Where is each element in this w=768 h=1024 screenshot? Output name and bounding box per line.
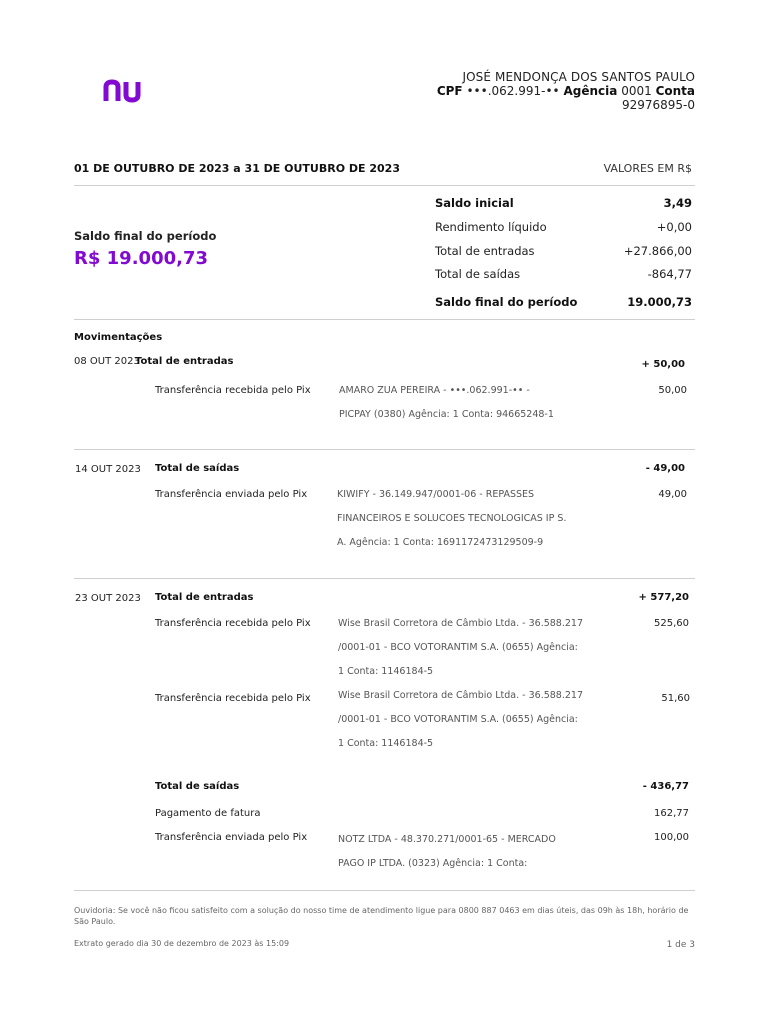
- transaction-value: 51,60: [661, 693, 690, 704]
- transaction-value: 100,00: [654, 832, 689, 843]
- group-total: + 50,00: [641, 359, 685, 370]
- transaction-type: Pagamento de fatura: [155, 808, 261, 819]
- transaction-value: 49,00: [658, 489, 687, 500]
- transaction-value: 162,77: [654, 808, 689, 819]
- holder-ids: CPF •••.062.991-•• Agência 0001 Conta: [436, 84, 695, 98]
- generated-note: Extrato gerado dia 30 de dezembro de 2023 às 15:09: [74, 939, 290, 948]
- agencia-value: 0001: [621, 84, 652, 98]
- summary-row: Saldo final do período 19.000,73: [435, 295, 692, 309]
- group-title: Total de saídas: [155, 781, 240, 792]
- statement-period: 01 DE OUTUBRO DE 2023 a 31 DE OUTUBRO DE 2023: [74, 162, 400, 175]
- group-total: - 49,00: [645, 463, 685, 474]
- divider: [74, 578, 695, 579]
- conta-value: 92976895-0: [621, 98, 695, 112]
- transaction-value: 525,60: [654, 618, 689, 629]
- final-balance-label: Saldo final do período: [74, 229, 217, 243]
- transaction-value: 50,00: [658, 385, 687, 396]
- final-balance-value: R$ 19.000,73: [74, 248, 208, 269]
- transaction-date: 23 OUT 2023: [75, 593, 141, 604]
- transaction-date: 14 OUT 2023: [75, 464, 141, 475]
- transaction-description: KIWIFY - 36.149.947/0001-06 - REPASSES FINANCEIROS E SOLUCOES TECNOLOGICAS IP S. A. Agência: 1 Conta: 1691172473129509-9: [337, 489, 567, 548]
- divider: [74, 890, 695, 891]
- group-total: + 577,20: [638, 592, 689, 603]
- transaction-date: 08 OUT 2023: [74, 356, 140, 367]
- transaction-type: Transferência recebida pelo Pix: [155, 618, 311, 629]
- movements-title: Movimentações: [74, 332, 163, 343]
- summary-row: Total de saídas -864,77: [435, 267, 692, 281]
- nubank-logo: [103, 78, 149, 104]
- group-title: Total de entradas: [135, 356, 234, 367]
- summary-row: Rendimento líquido +0,00: [435, 220, 692, 234]
- ouvidoria-note: Ouvidoria: Se você não ficou satisfeito com a solução do nosso time de atendimento ligue para 0800 887 0463 em dias úteis, das 09h às 18h, horário de São Paulo.: [74, 906, 689, 926]
- group-total: - 436,77: [642, 781, 689, 792]
- account-holder-info: [437, 70, 695, 112]
- transaction-description: AMARO ZUA PEREIRA - •••.062.991-•• - PICPAY (0380) Agência: 1 Conta: 94665248-1: [339, 385, 554, 420]
- transaction-description: NOTZ LTDA - 48.370.271/0001-65 - MERCADO PAGO IP LTDA. (0323) Agência: 1 Conta:: [338, 834, 556, 869]
- summary-row: Total de entradas +27.866,00: [435, 244, 692, 258]
- group-title: Total de entradas: [155, 592, 254, 603]
- group-title: Total de saídas: [155, 463, 240, 474]
- transaction-type: Transferência enviada pelo Pix: [155, 489, 308, 500]
- summary-row: Saldo inicial 3,49: [435, 196, 692, 210]
- transaction-description: Wise Brasil Corretora de Câmbio Ltda. - 36.588.217 /0001-01 - BCO VOTORANTIM S.A. (0655) Agência: 1 Conta: 1146184-5: [338, 618, 583, 677]
- transaction-type: Transferência enviada pelo Pix: [155, 832, 308, 843]
- period-row: [74, 160, 695, 186]
- page-number: 1 de 3: [666, 940, 695, 950]
- transaction-type: Transferência recebida pelo Pix: [155, 385, 311, 396]
- divider: [74, 449, 695, 450]
- transaction-type: Transferência recebida pelo Pix: [155, 693, 311, 704]
- currency-note: VALORES EM R$: [603, 162, 692, 175]
- transaction-description: Wise Brasil Corretora de Câmbio Ltda. - 36.588.217 /0001-01 - BCO VOTORANTIM S.A. (0655) Agência: 1 Conta: 1146184-5: [338, 690, 583, 749]
- divider: [74, 319, 695, 320]
- cpf-value: •••.062.991-••: [466, 84, 560, 98]
- holder-name: JOSÉ MENDONÇA DOS SANTOS PAULO: [462, 70, 695, 84]
